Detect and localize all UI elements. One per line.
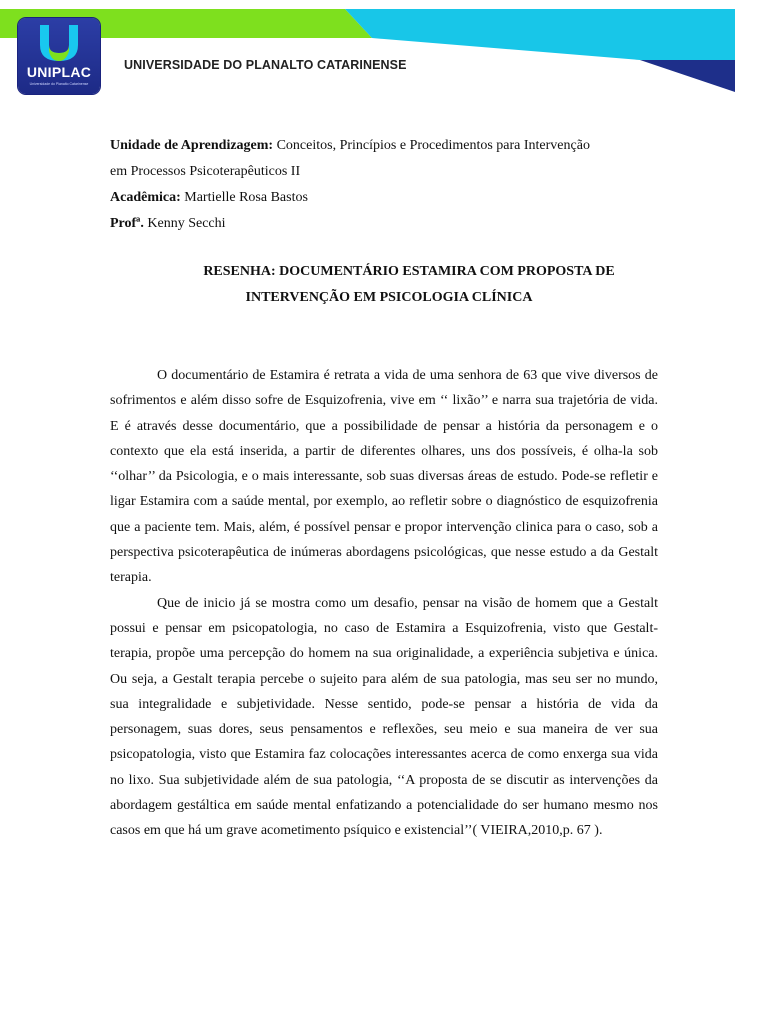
student-label: Acadêmica:: [110, 190, 181, 205]
logo-u-icon: [36, 23, 82, 65]
title-line-2: INTERVENÇÃO EM PSICOLOGIA CLÍNICA: [245, 290, 533, 305]
professor-label: Profª.: [110, 216, 144, 231]
banner-navy-stripe: [640, 60, 735, 92]
professor-name: Kenny Secchi: [143, 216, 226, 231]
university-name: UNIVERSIDADE DO PLANALTO CATARINENSE: [124, 58, 407, 72]
logo-subtext: Universidade do Planalto Catarinense: [29, 82, 89, 86]
body-paragraph-1: O documentário de Estamira é retrata a vida de uma senhora de 63 que vive diversos de sofrimentos e além disso sofre de Esquizofrenia, vive em ‘‘ lixão’’ e narra sua trajetória de vida. E é através desse documentário, que a possibilidade de pensar a história da personagem e o contexto que ela está inserida, a partir de diferentes olhares, uns dos possíveis, é olha-la sob ‘‘olhar’’ da Psicologia, e o mais interessante, sob suas diversas áreas de estudo. Pode-se refletir e ligar Estamira com a saúde mental, por exemplo, ao refletir sobre o diagnóstico de esquizofrenia que a paciente tem. Mais, além, é possível pensar e propor intervenção clinica para o caso, sob a perspectiva psicoterapêutica de inúmeras abordagens psicológicas, que nesse estudo a da Gestalt terapia.: [110, 368, 658, 586]
document-body: [110, 363, 658, 844]
document-meta: [110, 133, 658, 237]
body-paragraph-2: Que de inicio já se mostra como um desafio, pensar na visão de homem que a Gestalt possui e pensar em psicopatologia, no caso de Estamira a Esquizofrenia, visto que Gestalt-terapia, propõe uma percepção do homem na sua originalidade, a experiência subjetiva e única. Ou seja, a Gestalt terapia percebe o sujeito para além de sua patologia, mas seu ser no mundo, sua integralidade e subjetividade. Nesse sentido, pode-se pensar a história de vida da personagem, suas dores, seus pensamentos e reflexões, seu meio e sua maneira de ver sua psicopatologia, visto que Estamira faz colocações interessantes acerca de como enxerga sua vida no lixo. Sua subjetividade além de sua patologia, ‘‘A proposta de se discutir as intervenções da abordagem gestáltica em saúde mental enfatizando a potencialidade do ser humano mesmo nos casos em que há um grave acometimento psíquico e existencial’’( VIEIRA,2010,p. 67 ).: [110, 595, 658, 839]
professor-line: [110, 211, 658, 237]
student-name: Martielle Rosa Bastos: [180, 190, 308, 205]
learning-unit-value: Conceitos, Princípios e Procedimentos para Intervenção: [273, 138, 590, 153]
header-banner: [0, 0, 768, 100]
learning-unit-line-2: em Processos Psicoterapêuticos II: [110, 164, 301, 179]
document-header: [0, 0, 768, 100]
uniplac-logo: [18, 18, 100, 94]
document-title: [110, 259, 658, 311]
learning-unit-line: [110, 133, 658, 159]
logo-text: UNIPLAC: [26, 64, 92, 80]
title-line-1: RESENHA: DOCUMENTÁRIO ESTAMIRA COM PROPOSTA DE: [203, 264, 615, 279]
student-line: [110, 185, 658, 211]
learning-unit-label: Unidade de Aprendizagem:: [110, 138, 274, 153]
